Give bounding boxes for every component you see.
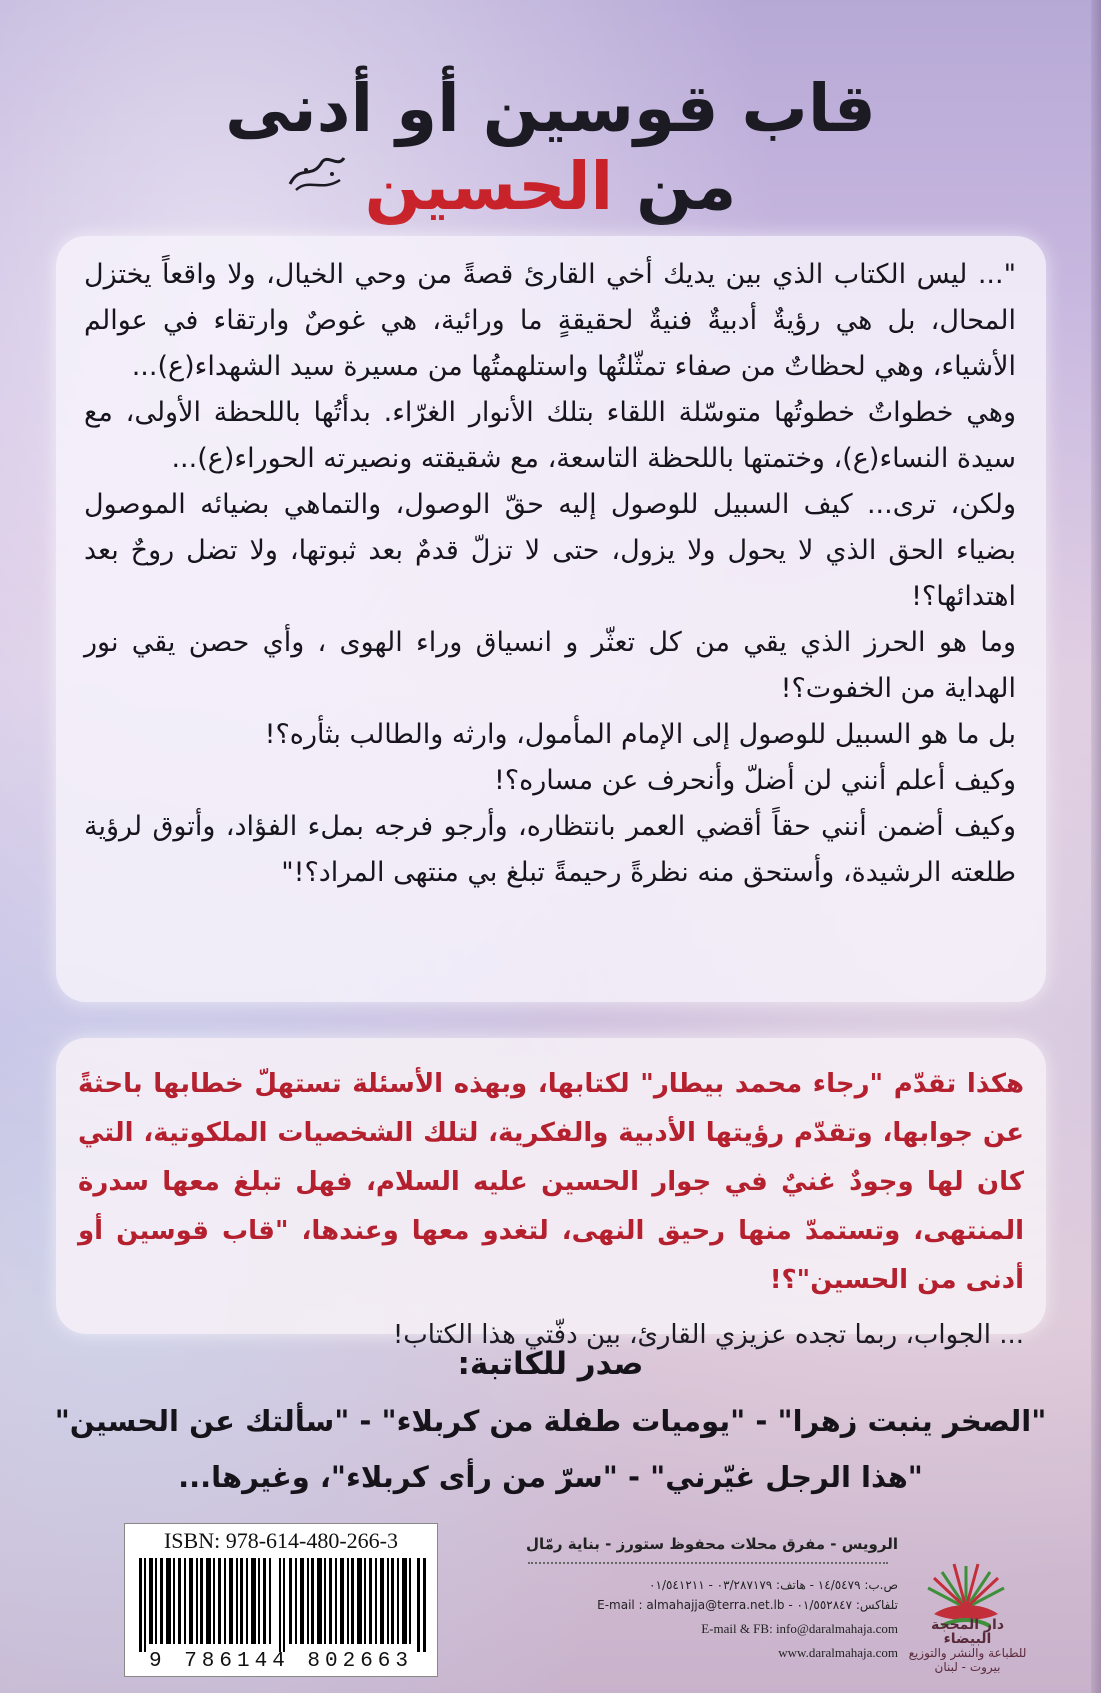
quote-paragraph: وكيف أعلم أنني لن أضلّ وأنحرف عن مساره؟!	[493, 765, 1016, 796]
barcode-bars-icon	[139, 1558, 427, 1652]
publisher-website: www.daralmahaja.com	[778, 1645, 898, 1660]
quote-paragraph: وهي خطواتٌ خطوتُها متوسّلة اللقاء بتلك الأنوار الغرّاء. بدأتُها باللحظة الأولى، مع سيدة النساء(ع)، وختمتها باللحظة التاسعة، مع شقيقته ونصيرته الحوراء(ع)...	[84, 397, 1016, 474]
published-heading: صدر للكاتبة:	[457, 1346, 644, 1382]
quote-paragraph: بل ما هو السبيل للوصول إلى الإمام المأمول، وارثه والطالب بثأره؟!	[264, 719, 1016, 750]
publisher-address: الرويس - مفرق محلات محفوظ ستورز - بناية رمّال	[526, 1535, 898, 1553]
cover-edge	[1091, 0, 1101, 1693]
quote-paragraph: "... ليس الكتاب الذي بين يديك أخي القارئ قصةً من وحي الخيال، ولا واقعاً يختزل المحال، بل هي رؤيةٌ أدبيةٌ فنيةٌ لحقيقةٍ ما ورائية، هي غوصٌ وارتقاء في عوالم الأشياء، وهي لحظاتٌ من صفاء تمثّلتُها واستلهمتُها من مسيرة سيد الشهداء(ع)...	[84, 259, 1016, 382]
published-list-line2: "هذا الرجل غيّرني" - "سرّ من رأى كربلاء"، وغيرها...	[178, 1460, 923, 1494]
isbn-label: ISBN: 978-614-480-266-3	[163, 1528, 399, 1553]
summary-panel	[56, 1038, 1046, 1350]
publisher-city: بيروت - لبنان	[934, 1660, 1001, 1674]
book-title-line2	[0, 148, 1101, 225]
summary-closing: ... الجواب، ربما تجده عزيزي القارئ، بين دفّتي هذا الكتاب!	[392, 1320, 1024, 1350]
publisher-name-block	[905, 1618, 1030, 1674]
quote-panel	[56, 236, 1046, 1002]
address-divider	[528, 1562, 888, 1564]
quote-paragraph: وما هو الحرز الذي يقي من كل تعثّر و انسياق وراء الهوى ، وأي حصن يقي نور الهداية من الخفوت؟!	[84, 627, 1016, 704]
title-word-husayn: الحسين	[364, 148, 614, 225]
barcode-digits: 9 786144 802663	[148, 1650, 414, 1673]
publisher-tagline: للطباعة والنشر والتوزيع	[908, 1646, 1027, 1660]
honorific-calligraphy-icon	[282, 150, 352, 196]
title-word-from: من	[613, 148, 737, 225]
quote-paragraph: ولكن، ترى... كيف السبيل للوصول إليه حقّ الوصول، والتماهي بضيائه الموصول بضياء الحق الذي لا يحول ولا يزول، حتى لا تزلّ قدمٌ بعد ثبوتها، ولا تضل روحٌ بعد اهتدائها؟!	[84, 489, 1016, 612]
publisher-email-fb: E-mail & FB: info@daralmahaja.com	[701, 1621, 898, 1636]
summary-paragraph: هكذا تقدّم "رجاء محمد بيطار" لكتابها، وبهذه الأسئلة تستهلّ خطابها باحثةً عن جوابها، وتقدّم رؤيتها الأدبية والفكرية، لتلك الشخصيات الملكوتية، التي كان لها وجودٌ غنيٌ في جوار الحسين عليه السلام، فهل تبلغ معها سدرة المنتهى، وتستمدّ منها رحيق النهى، لتغدو معها وعندها، "قاب قوسين أو أدنى من الحسين"؟!	[78, 1069, 1024, 1295]
publisher-name: دار المحجة البيضاء	[930, 1617, 1005, 1647]
summary-text	[78, 1060, 1024, 1360]
isbn-barcode	[124, 1523, 438, 1677]
quote-paragraph: وكيف أضمن أنني حقاً أقضي العمر بانتظاره، وأرجو فرجه بملء الفؤاد، وأتوق لرؤية طلعته الرشيدة، وأستحق منه نظرةً رحيمةً تبلغ بي منتهى المراد؟!"	[84, 811, 1016, 888]
quote-text	[84, 252, 1016, 896]
publisher-fax-email: تلفاكس: ٠١/٥٥٢٨٤٧ - E-mail : almahajja@terra.net.lb	[597, 1598, 898, 1612]
published-list-line1: "الصخر ينبت زهرا" - "يوميات طفلة من كربلاء" - "سألتك عن الحسين"	[54, 1404, 1047, 1438]
publisher-phone: ص.ب: ١٤/٥٤٧٩ - هاتف: ٠٣/٢٨٧١٧٩ - ٠١/٥٤١٢١١	[649, 1578, 898, 1592]
book-title-line1: قاب قوسين أو أدنى	[225, 70, 876, 147]
